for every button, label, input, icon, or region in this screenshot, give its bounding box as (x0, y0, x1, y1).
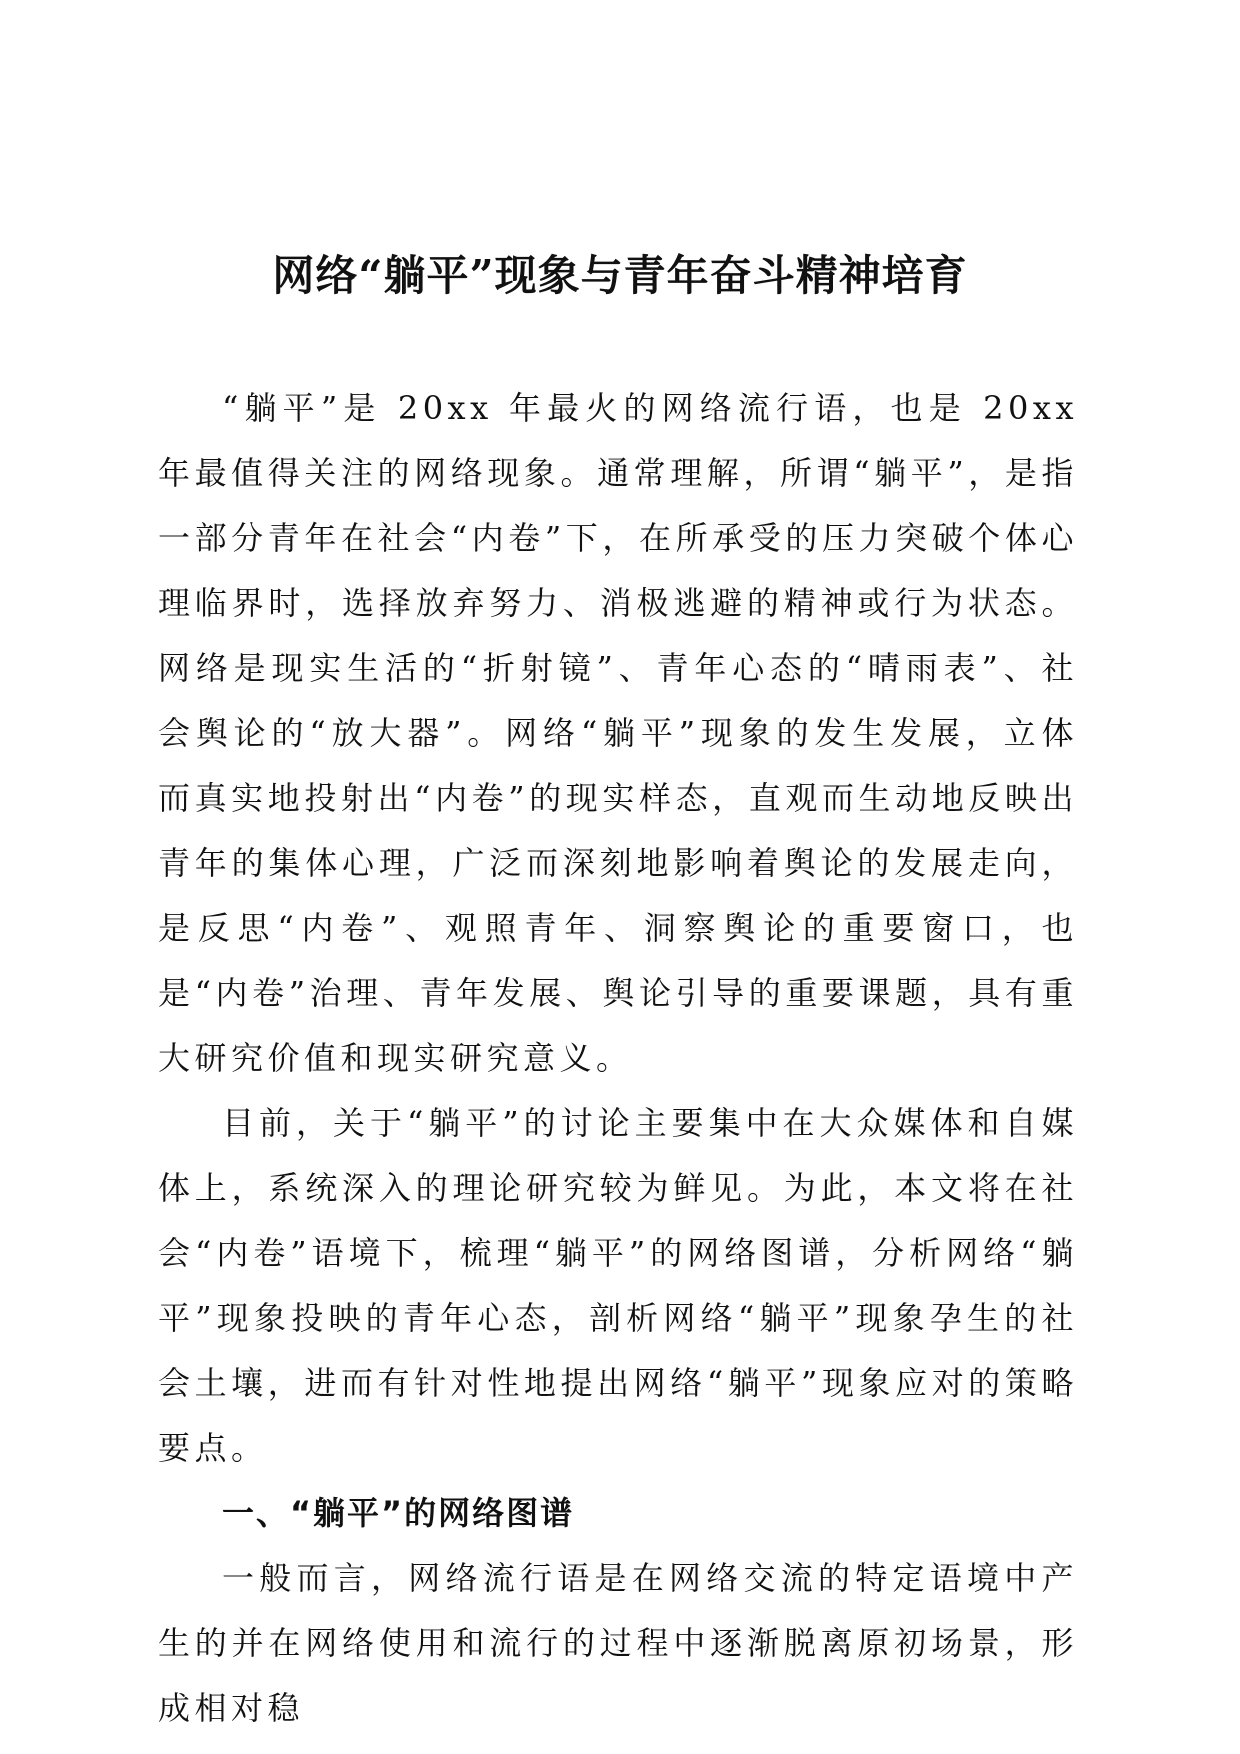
document-body (158, 376, 1078, 1741)
paragraph-intro: “躺平”是 20xx 年最火的网络流行语，也是 20xx 年最值得关注的网络现象。通常理解，所谓“躺平”，是指一部分青年在社会“内卷”下，在所承受的压力突破个体心理临界时，选择放弃努力、消极逃避的精神或行为状态。网络是现实生活的“折射镜”、青年心态的“晴雨表”、社会舆论的“放大器”。网络“躺平”现象的发生发展，立体而真实地投射出“内卷”的现实样态，直观而生动地反映出青年的集体心理，广泛而深刻地影响着舆论的发展走向，是反思“内卷”、观照青年、洞察舆论的重要窗口，也是“内卷”治理、青年发展、舆论引导的重要课题，具有重大研究价值和现实研究意义。 (158, 389, 1078, 1077)
paragraph-section-one: 一般而言，网络流行语是在网络交流的特定语境中产生的并在网络使用和流行的过程中逐渐脱离原初场景，形成相对稳 (158, 1559, 1078, 1727)
section-heading: 一、“躺平”的网络图谱 (222, 1494, 575, 1532)
paragraph-purpose: 目前，关于“躺平”的讨论主要集中在大众媒体和自媒体上，系统深入的理论研究较为鲜见。为此，本文将在社会“内卷”语境下，梳理“躺平”的网络图谱，分析网络“躺平”现象投映的青年心态，剖析网络“躺平”现象孕生的社会土壤，进而有针对性地提出网络“躺平”现象应对的策略要点。 (158, 1104, 1078, 1467)
document-title: 网络“躺平”现象与青年奋斗精神培育 (272, 251, 968, 300)
